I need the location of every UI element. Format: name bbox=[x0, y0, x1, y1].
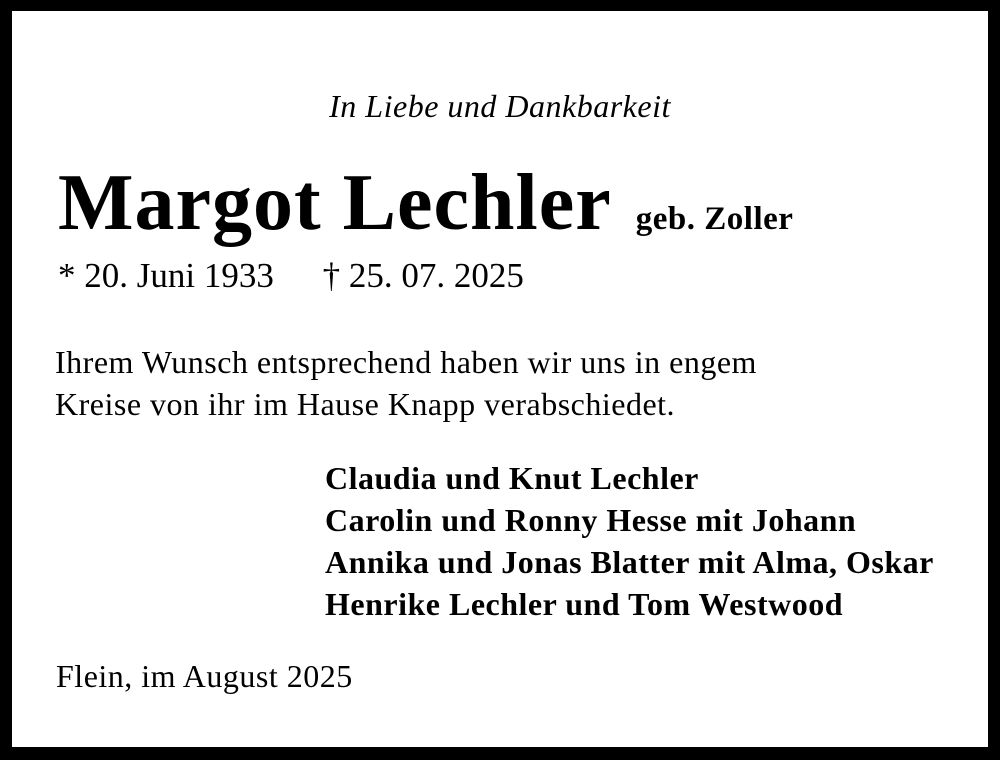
mourner-line: Claudia und Knut Lechler bbox=[325, 460, 699, 496]
birth-date: * 20. Juni 1933 bbox=[58, 256, 274, 295]
death-date: † 25. 07. 2025 bbox=[322, 256, 524, 295]
place-date-line: Flein, im August 2025 bbox=[56, 658, 353, 694]
mourner-line: Annika und Jonas Blatter mit Alma, Oskar bbox=[325, 544, 934, 580]
mourner-line: Henrike Lechler und Tom Westwood bbox=[325, 586, 843, 622]
life-dates bbox=[58, 255, 524, 297]
maiden-name: geb. Zoller bbox=[635, 201, 794, 237]
farewell-line-2: Kreise von ihr im Hause Knapp verabschiedet. bbox=[55, 386, 676, 422]
mourners-list bbox=[325, 457, 934, 625]
deceased-name: Margot Lechler bbox=[58, 159, 612, 247]
mourner-line: Carolin und Ronny Hesse mit Johann bbox=[325, 502, 857, 538]
farewell-text bbox=[55, 341, 757, 425]
farewell-line-1: Ihrem Wunsch entsprechend haben wir uns in engem bbox=[55, 344, 757, 380]
tribute-line: In Liebe und Dankbarkeit bbox=[329, 88, 671, 124]
deceased-headline bbox=[58, 159, 794, 247]
